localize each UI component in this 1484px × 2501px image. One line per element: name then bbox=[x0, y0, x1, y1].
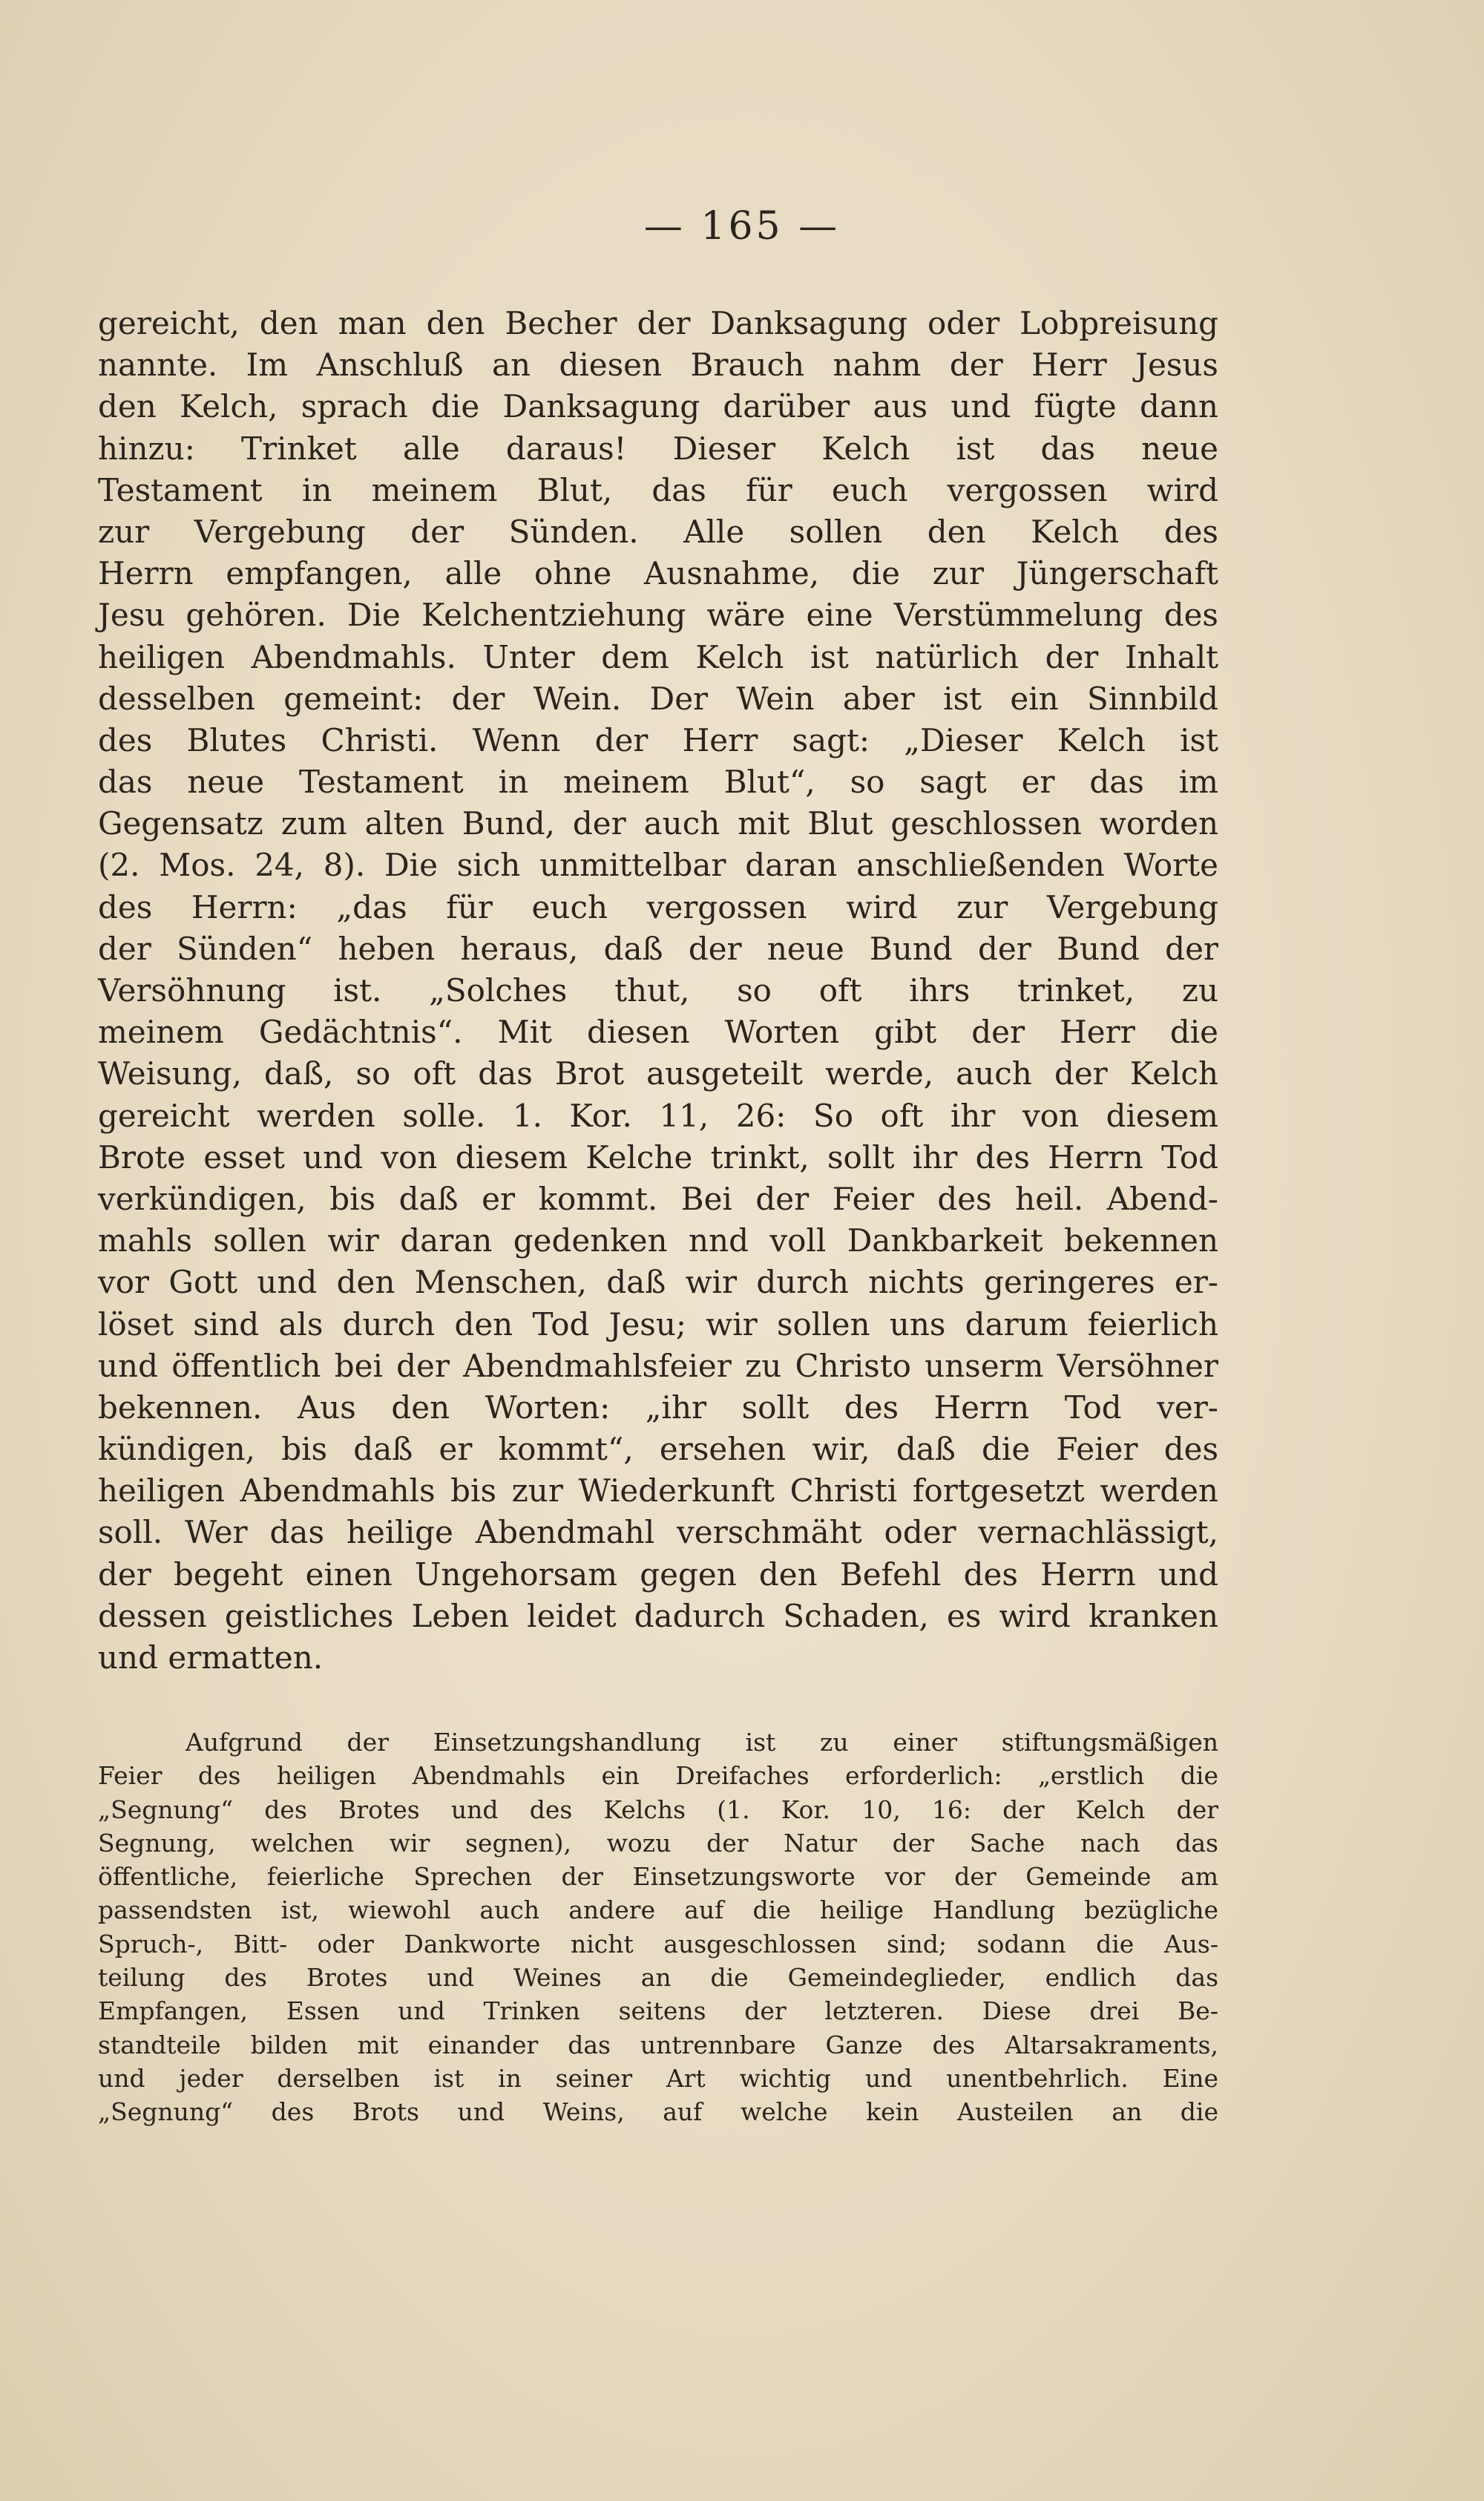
main-text-line: (2. Mos. 24, 8). Die sich unmittelbar daran anschließenden Worte bbox=[98, 847, 1218, 884]
main-text-line: Gegensatz zum alten Bund, der auch mit Blut geschlossen worden bbox=[98, 805, 1218, 842]
main-text-line: des Blutes Christi. Wenn der Herr sagt: „Dieser Kelch ist bbox=[98, 721, 1218, 758]
note-paragraph bbox=[98, 1725, 1218, 2129]
main-text-line: Testament in meinem Blut, das für euch vergossen wird bbox=[98, 471, 1218, 508]
note-text-line: Spruch-, Bitt- oder Dankworte nicht ausgeschlossen sind; sodann die Aus- bbox=[98, 1929, 1218, 1958]
main-text-line: zur Vergebung der Sünden. Alle sollen den Kelch des bbox=[98, 513, 1218, 550]
main-text-line: Brote esset und von diesem Kelche trinkt, sollt ihr des Herrn Tod bbox=[98, 1138, 1218, 1176]
main-text-line: Versöhnung ist. „Solches thut, so oft ihrs trinket, zu bbox=[98, 972, 1218, 1009]
note-text-line: Segnung, welchen wir segnen), wozu der Natur der Sache nach das bbox=[98, 1828, 1218, 1858]
main-text-line: gereicht werden solle. 1. Kor. 11, 26: So oft ihr von diesem bbox=[98, 1097, 1218, 1134]
note-text-line: „Segnung“ des Brots und Weins, auf welche kein Austeilen an die bbox=[98, 2097, 1218, 2127]
note-text-line: teilung des Brotes und Weines an die Gemeindeglieder, endlich das bbox=[98, 1963, 1218, 1993]
main-text-line: hinzu: Trinket alle daraus! Dieser Kelch ist das neue bbox=[98, 430, 1218, 467]
main-text-line: mahls sollen wir daran gedenken nnd voll Dankbarkeit bekennen bbox=[98, 1222, 1218, 1259]
main-text-line: der begeht einen Ungehorsam gegen den Befehl des Herrn und bbox=[98, 1556, 1218, 1593]
note-text-line: und jeder derselben ist in seiner Art wichtig und unentbehrlich. Eine bbox=[98, 2063, 1218, 2093]
main-text-line: meinem Gedächtnis“. Mit diesen Worten gibt der Herr die bbox=[98, 1014, 1218, 1051]
main-paragraph bbox=[98, 303, 1218, 1679]
note-text-line: öffentliche, feierliche Sprechen der Einsetzungsworte vor der Gemeinde am bbox=[98, 1862, 1218, 1892]
main-text-line: gereicht, den man den Becher der Danksagung oder Lobpreisung bbox=[98, 305, 1218, 341]
main-text-line: löset sind als durch den Tod Jesu; wir sollen uns darum feierlich bbox=[98, 1305, 1218, 1343]
note-text-line: Empfangen, Essen und Trinken seitens der letzteren. Diese drei Be- bbox=[98, 1996, 1218, 2026]
main-text-line: Jesu gehören. Die Kelchentziehung wäre eine Verstümmelung des bbox=[98, 597, 1218, 634]
note-text-line: „Segnung“ des Brotes und des Kelchs (1. Kor. 10, 16: der Kelch der bbox=[98, 1794, 1218, 1824]
main-text-line: desselben gemeint: der Wein. Der Wein aber ist ein Sinnbild bbox=[98, 680, 1218, 717]
main-text-line: und öffentlich bei der Abendmahlsfeier zu Christo unserm Versöhner bbox=[98, 1347, 1218, 1384]
main-text-line: heiligen Abendmahls bis zur Wiederkunft Christi fortgesetzt werden bbox=[98, 1472, 1218, 1510]
main-text-line: nannte. Im Anschluß an diesen Brauch nahm der Herr Jesus bbox=[98, 347, 1218, 384]
main-text-line: heiligen Abendmahls. Unter dem Kelch ist natürlich der Inhalt bbox=[98, 638, 1218, 675]
note-text-line: Feier des heiligen Abendmahls ein Dreifaches erforderlich: „erstlich die bbox=[98, 1761, 1218, 1791]
main-text-line: verkündigen, bis daß er kommt. Bei der Feier des heil. Abend- bbox=[98, 1180, 1218, 1217]
main-text-line: vor Gott und den Menschen, daß wir durch nichts geringeres er- bbox=[98, 1264, 1218, 1301]
main-text-line: des Herrn: „das für euch vergossen wird zur Vergebung bbox=[98, 888, 1218, 925]
note-text-line: passendsten ist, wiewohl auch andere auf die heilige Handlung bezügliche bbox=[98, 1895, 1218, 1925]
main-text-line: Weisung, daß, so oft das Brot ausgeteilt werde, auch der Kelch bbox=[98, 1055, 1218, 1092]
main-text-line: den Kelch, sprach die Danksagung darüber aus und fügte dann bbox=[98, 388, 1218, 425]
main-text-line: Herrn empfangen, alle ohne Ausnahme, die zur Jüngerschaft bbox=[98, 555, 1218, 592]
page-number: — 165 — bbox=[643, 204, 841, 249]
main-text-line: soll. Wer das heilige Abendmahl verschmäht oder vernachlässigt, bbox=[98, 1514, 1218, 1551]
main-text-line: der Sünden“ heben heraus, daß der neue Bund der Bund der bbox=[98, 930, 1218, 967]
main-text-line: dessen geistliches Leben leidet dadurch Schaden, es wird kranken bbox=[98, 1597, 1218, 1634]
main-text-line: kündigen, bis daß er kommt“, ersehen wir, daß die Feier des bbox=[98, 1431, 1218, 1468]
note-text-line: Aufgrund der Einsetzungshandlung ist zu einer stiftungsmäßigen bbox=[186, 1728, 1218, 1757]
main-text-line: und ermatten. bbox=[98, 1639, 324, 1676]
main-text-line: das neue Testament in meinem Blut“, so sagt er das im bbox=[98, 764, 1218, 801]
note-text-line: standteile bilden mit einander das untrennbare Ganze des Altarsakraments, bbox=[98, 2030, 1218, 2059]
main-text-line: bekennen. Aus den Worten: „ihr sollt des Herrn Tod ver- bbox=[98, 1389, 1218, 1426]
